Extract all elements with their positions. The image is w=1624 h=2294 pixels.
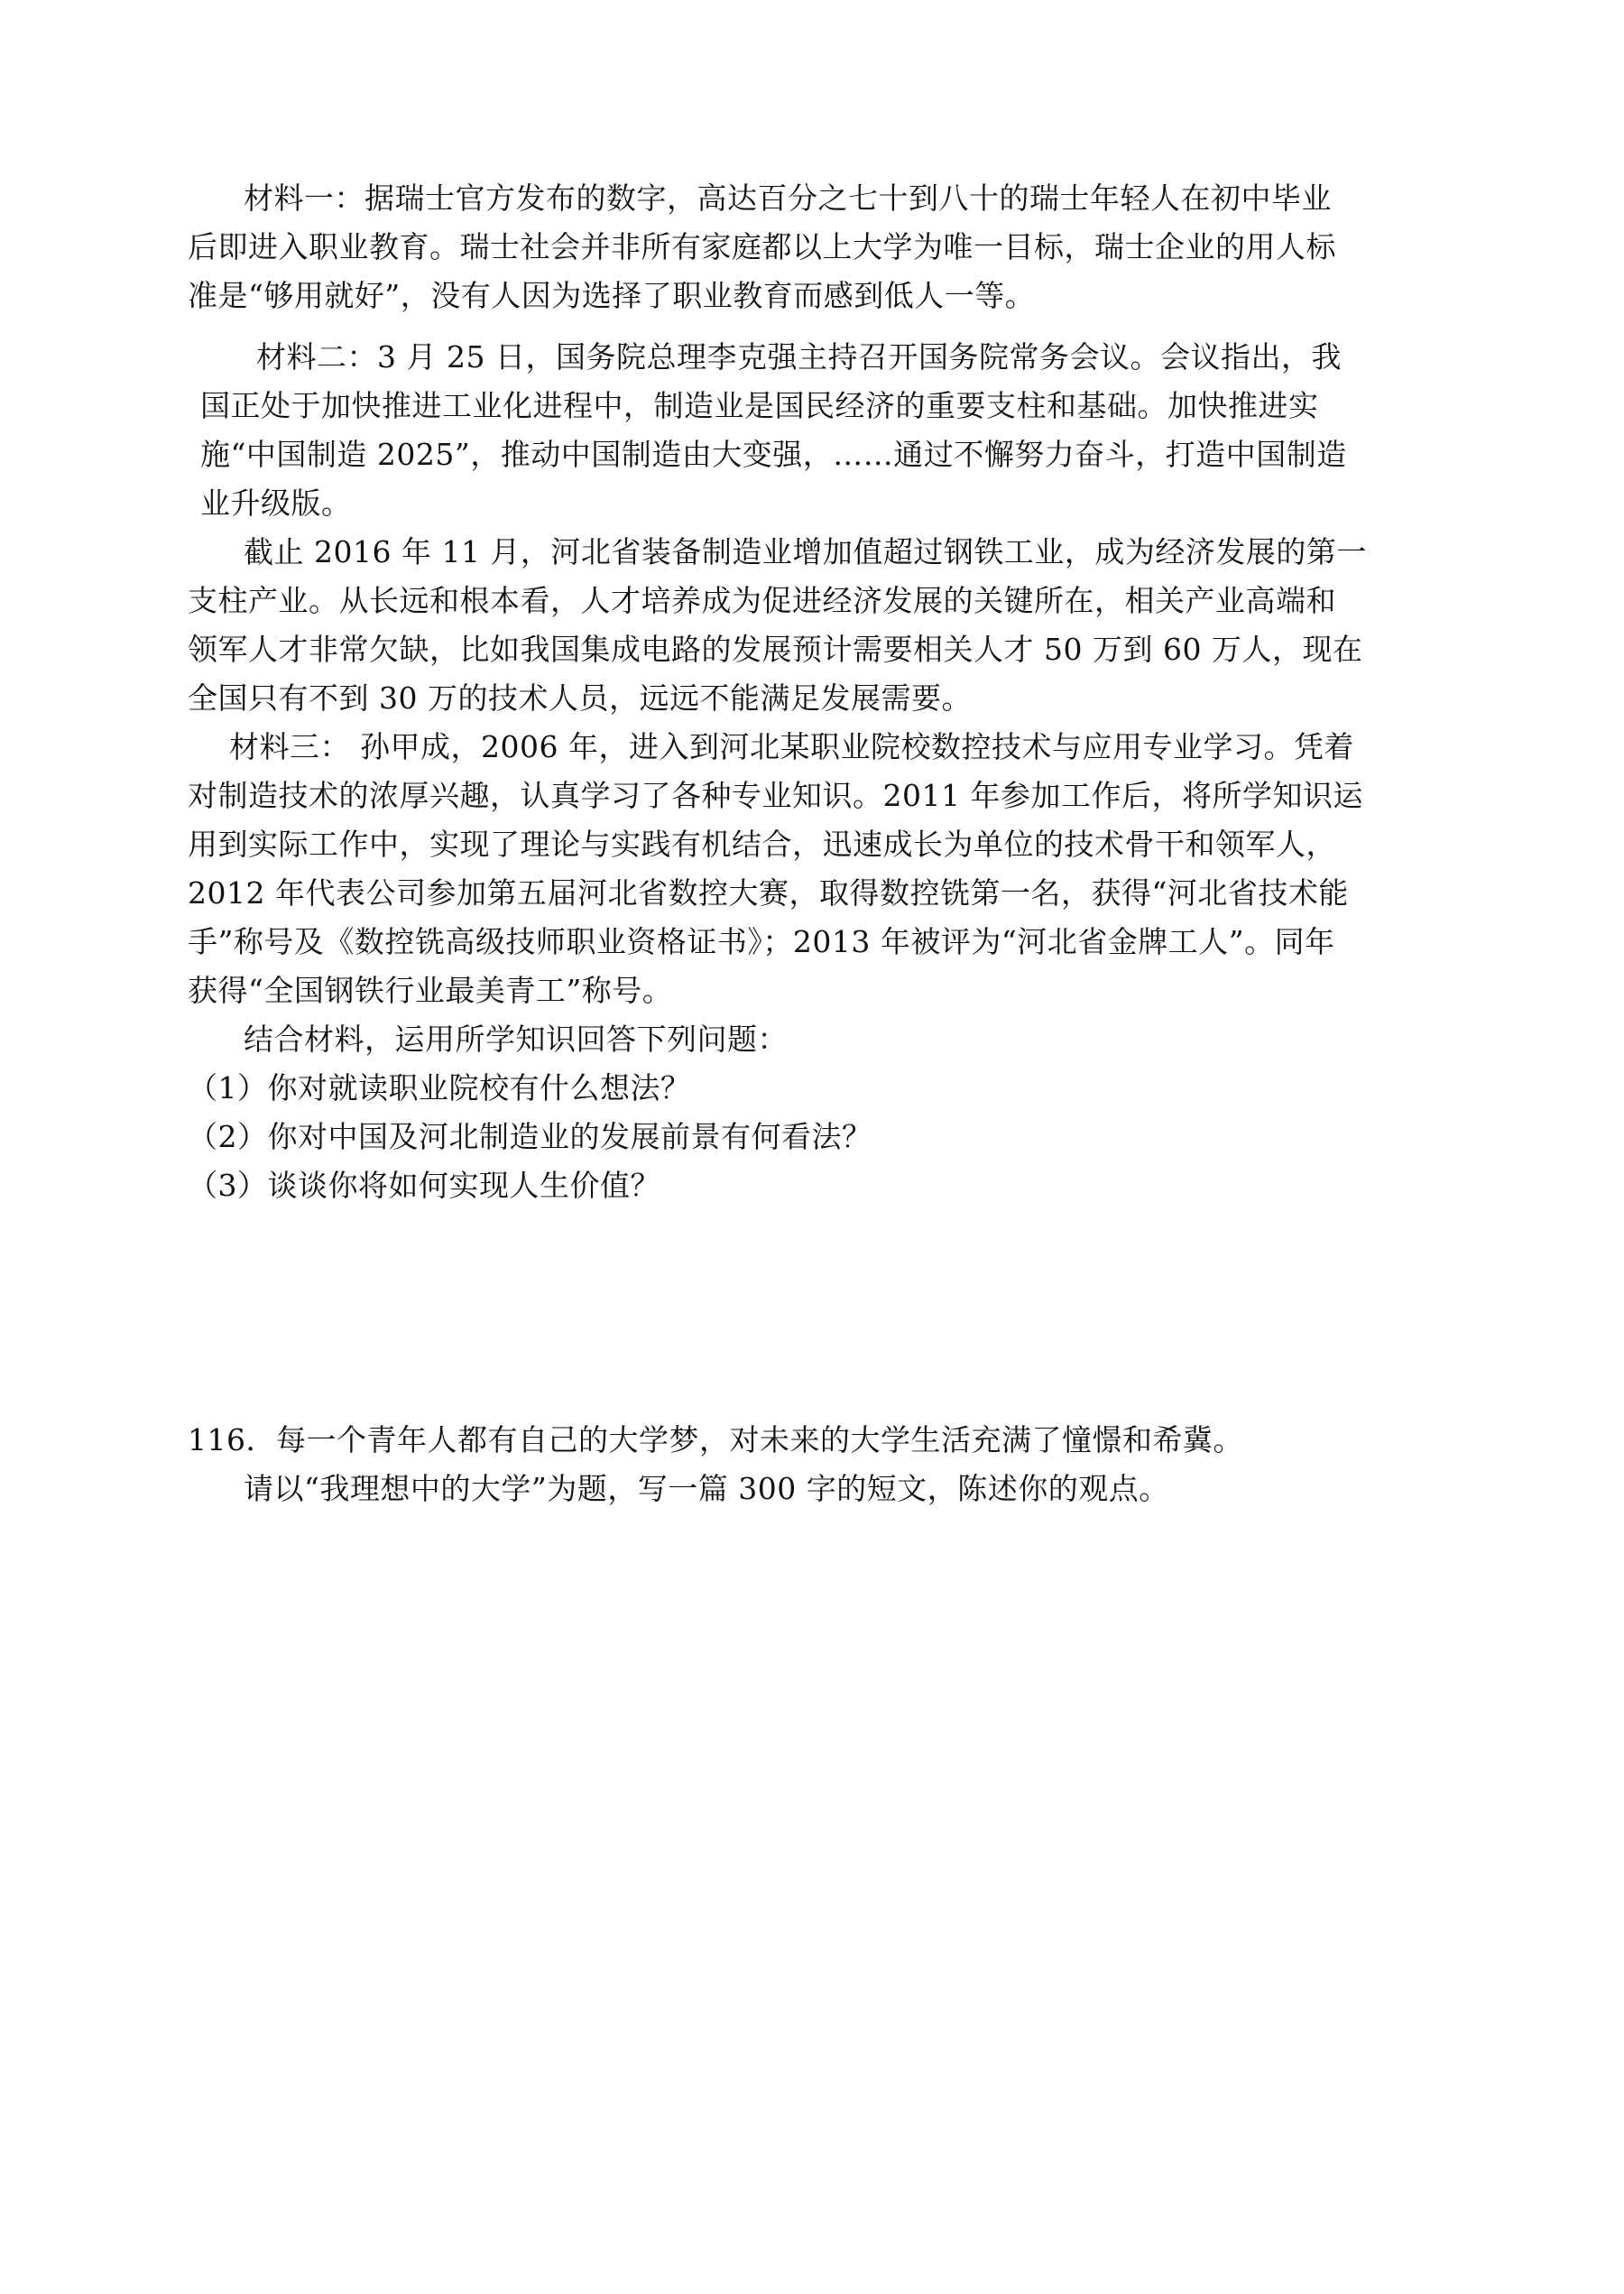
question-prompt: 结合材料，运用所学知识回答下列问题：	[244, 1022, 788, 1057]
question-3: （3）谈谈你将如何实现人生价值？	[188, 1168, 660, 1203]
material1-line-2: 后即进入职业教育。瑞士社会并非所有家庭都以上大学为唯一目标，瑞士企业的用人标	[188, 229, 1336, 264]
material1-line-1: 材料一：据瑞士官方发布的数字，高达百分之七十到八十的瑞士年轻人在初中毕业	[244, 180, 1332, 216]
material2-extra-line-1: 截止 2016 年 11 月，河北省装备制造业增加值超过钢铁工业，成为经济发展的第一	[244, 534, 1367, 569]
material2-extra-line-4: 全国只有不到 30 万的技术人员，远远不能满足发展需要。	[188, 680, 972, 716]
material2-line-3: 施“中国制造 2025”，推动中国制造由大变强，……通过不懈努力奋斗，打造中国制造	[200, 437, 1347, 472]
material2-line-2: 国正处于加快推进工业化进程中，制造业是国民经济的重要支柱和基础。加快推进实	[200, 388, 1319, 423]
material3-line-5: 手”称号及《数控铣高级技师职业资格证书》；2013 年被评为“河北省金牌工人”。同年	[188, 924, 1335, 959]
material2-line-4: 业升级版。	[200, 486, 352, 521]
question-116-line-2: 请以“我理想中的大学”为题，写一篇 300 字的短文，陈述你的观点。	[244, 1471, 1169, 1506]
material3-line-6: 获得“全国钢铁行业最美青工”称号。	[188, 973, 673, 1008]
material3-line-1: 材料三： 孙甲成，2006 年，进入到河北某职业院校数控技术与应用专业学习。凭着	[229, 729, 1354, 764]
material3-line-4: 2012 年代表公司参加第五届河北省数控大赛，取得数控铣第一名，获得“河北省技术能	[188, 875, 1349, 911]
question-116-line-1: 116．每一个青年人都有自己的大学梦，对未来的大学生活充满了憧憬和希冀。	[188, 1422, 1243, 1457]
material1-line-3: 准是“够用就好”，没有人因为选择了职业教育而感到低人一等。	[188, 278, 1036, 313]
question-1: （1）你对就读职业院校有什么想法？	[188, 1070, 691, 1105]
material2-extra-line-2: 支柱产业。从长远和根本看，人才培养成为促进经济发展的关键所在，相关产业高端和	[188, 583, 1336, 618]
question-2: （2）你对中国及河北制造业的发展前景有何看法？	[188, 1119, 872, 1154]
material3-line-3: 用到实际工作中，实现了理论与实践有机结合，迅速成长为单位的技术骨干和领军人，	[188, 827, 1336, 862]
material2-extra-line-3: 领军人才非常欠缺，比如我国集成电路的发展预计需要相关人才 50 万到 60 万人，现在	[188, 632, 1363, 667]
material3-line-2: 对制造技术的浓厚兴趣，认真学习了各种专业知识。2011 年参加工作后，将所学知识运	[188, 778, 1363, 813]
material2-line-1: 材料二：3 月 25 日，国务院总理李克强主持召开国务院常务会议。会议指出，我	[256, 339, 1342, 375]
